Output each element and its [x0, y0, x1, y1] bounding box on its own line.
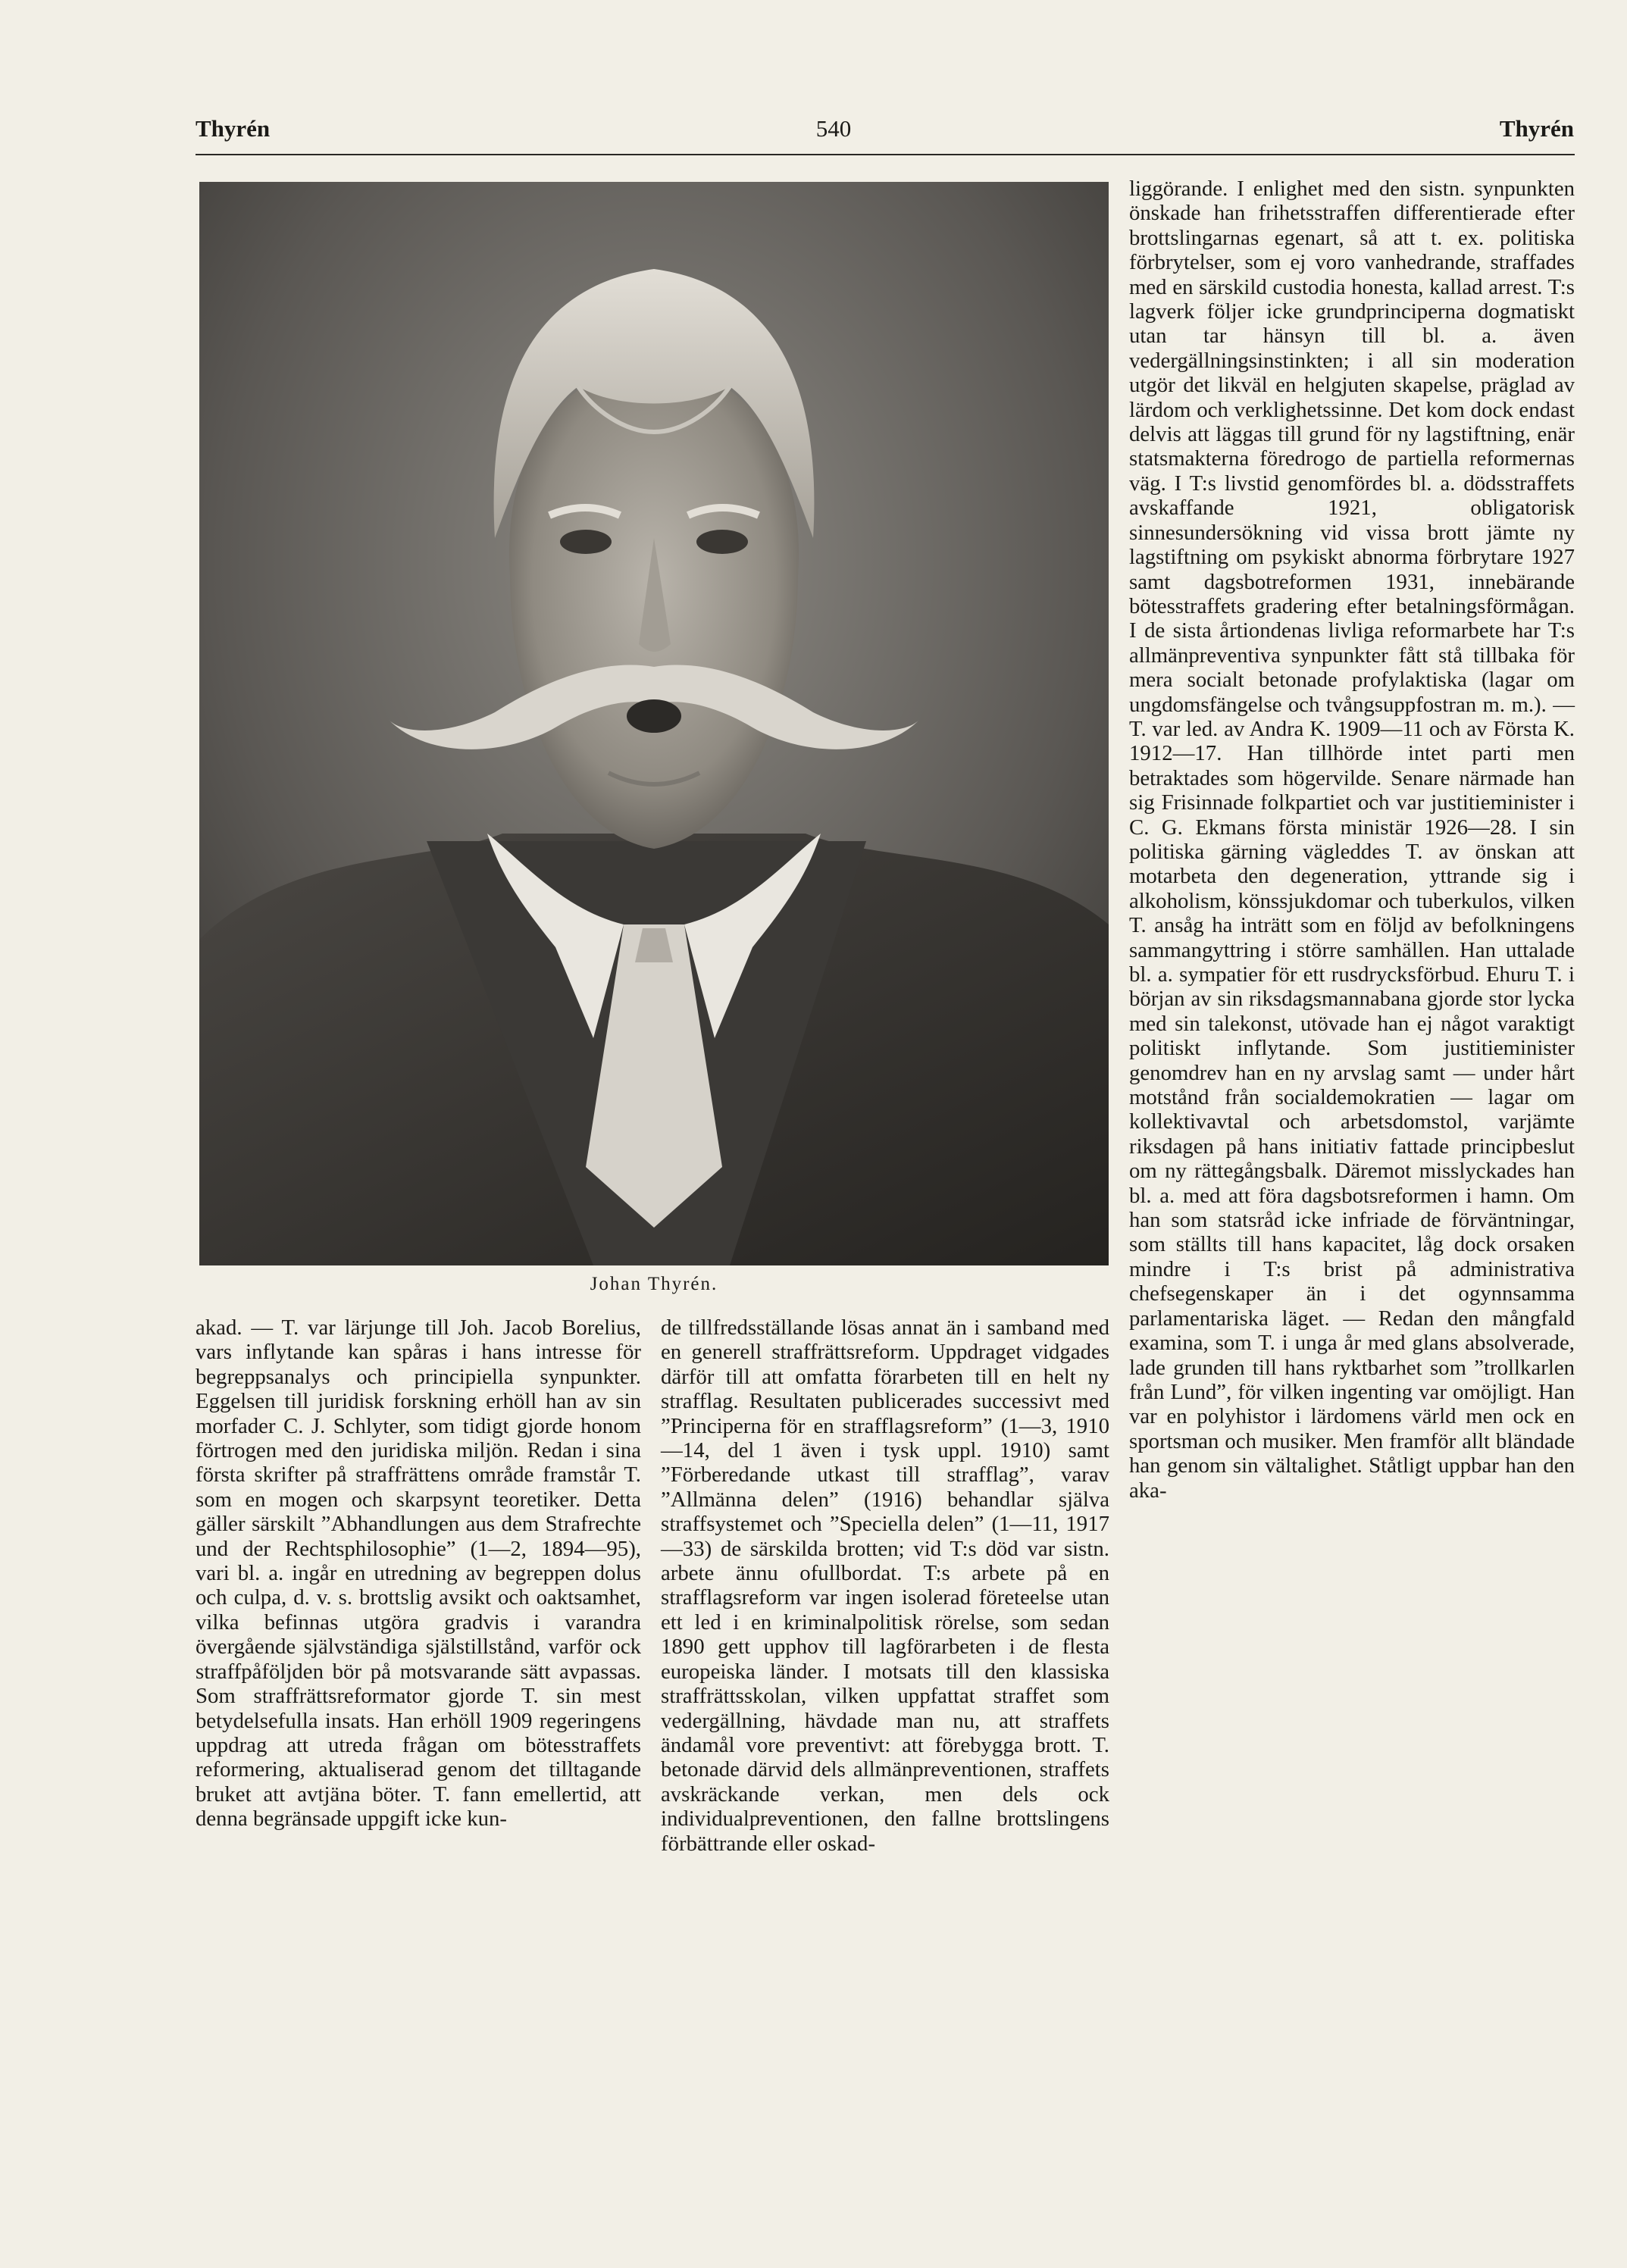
- body-column-left: akad. — T. var lärjunge till Joh. Jacob Borelius, vars inflytande kan spåras i hans intresse för begreppsanalys och principiella synpunkter. Eggelsen till juridisk forskning erhöll han av sin morfader C. J. Schlyter, som tidigt gjorde honom förtrogen med den juridiska miljön. Redan i sina första skrifter på straffrättens område framstår T. som en mogen och skarpsynt teoretiker. Detta gäller särskilt ”Abhandlungen aus dem Strafrechte und der Rechtsphilosophie” (1—2, 1894—95), vari bl. a. ingår en utredning av begreppen dolus och culpa, d. v. s. brottslig avsikt och oaktsamhet, vilka befinnas utgöra gradvis i varandra övergående självständiga själstillstånd, varför ock straffpåföljden bör på motsvarande sätt avpassas. Som straffrättsreformator gjorde T. sin mest betydelsefulla insats. Han erhöll 1909 regeringens uppdrag att utreda frågan om bötesstraffets reformering, aktualiserad genom det tilltagande bruket att avtjäna böter. T. fann emellertid, att denna begränsade uppgift icke kun-: [196, 1315, 641, 1832]
- portrait-caption: Johan Thyrén.: [590, 1274, 718, 1294]
- running-head-right: Thyrén: [1499, 115, 1574, 142]
- header-rule: [196, 154, 1575, 155]
- page-number: 540: [815, 115, 852, 142]
- body-column-right: liggörande. I enlighet med den sistn. synpunkten önskade han frihetsstraffen differentierade efter brottslingarnas egenart, så att t. ex. politiska förbrytelser, som ej voro vanhedrande, straffades med en särskild custodia honesta, kallad arrest. T:s lagverk följer icke grundprinciperna dogmatiskt utan tar hänsyn till bl. a. även vedergällningsinstinkten; i all sin moderation utgör det likväl en helgjuten skapelse, präglad av lärdom och verklighetssinne. Det kom dock endast delvis att läggas till grund för ny lagstiftning, enär statsmakterna föredrogo de partiella reformernas väg. I T:s livstid genomfördes bl. a. dödsstraffets avskaffande 1921, obligatorisk sinnesundersökning vid vissa brott jämte ny lagstiftning om psykiskt abnorma förbrytare 1927 samt dagsbotreformen 1931, innebärande bötesstraffets gradering efter betalningsförmågan. I de sista årtiondenas livliga reformarbete har T:s allmänpreventiva synpunkter fått stå tillbaka för mera socialt betonade profylaktiska (lagar om ungdomsfängelse och tvångsuppfostran m. m.). — T. var led. av Andra K. 1909—11 och av Första K. 1912—17. Han tillhörde intet parti men betraktades som högervilde. Senare närmade han sig Frisinnade folkpartiet och var justitieminister i C. G. Ekmans första ministär 1926—28. I sin politiska gärning vägleddes T. av önskan att motarbeta den degeneration, yttrande sig i alkoholism, könssjukdomar och tuberkulos, vilken T. ansåg ha inträtt som en följd av befolkningens sammangyttring i större samhällen. Han uttalade bl. a. sympatier för ett rusdrycksförbud. Ehuru T. i början av sin riksdagsmannabana gjorde stor lycka med sin talekonst, utövade han ej något varaktigt politiskt inflytande. Som justitieminister genomdrev han en ny arvslag samt — under hårt motstånd från socialdemokratien — lagar om kollektivavtal och arbetsdomstol, varjämte riksdagen på hans initiativ fattade principbeslut om ny rättegångsbalk. Däremot misslyckades han bl. a. med att föra dagsbotsreformen i hamn. Om han som statsråd icke infriade de förväntningar, som ställts till hans kapacitet, låg dock orsaken mindre i T:s brist på administrativa chefsegenskaper än i det ogynnsamma parlamentariska läget. — Redan den mångfald examina, som T. i unga år med glans absolverade, lade grunden till hans ryktbarhet som ”trollkarlen från Lund”, för vilken ingenting var omöjligt. Han var en polyhistor i lärdomens värld men ock en sportsman och musiker. Men framför allt bländade han genom sin vältalighet. Ståtligt uppbar han den aka-: [1129, 177, 1575, 1503]
- running-head-left: Thyrén: [196, 115, 271, 142]
- body-column-middle: de tillfredsställande lösas annat än i samband med en generell straffrättsreform. Uppdraget vidgades därför till att omfatta förarbeten till en helt ny strafflag. Resultaten publicerades successivt med ”Principerna för en strafflagsreform” (1—3, 1910—14, del 1 även i tysk uppl. 1910) samt ”Förberedande utkast till strafflag”, varav ”Allmänna delen” (1916) behandlar själva straffsystemet och ”Speciella delen” (1—11, 1917—33) de särskilda brotten; vid T:s död var sistn. arbete ännu ofullbordat. T:s arbete på en strafflagsreform var ingen isolerad företeelse utan ett led i en kriminalpolitisk rörelse, som sedan 1890 gett upphov till lagförarbeten i de flesta europeiska länder. I motsats till den klassiska straffrättsskolan, vilken uppfattat straffet som vedergällning, hävdade man nu, att straffets ändamål vore preventivt: att förebygga brott. T. betonade därvid dels allmänpreventionen, straffets avskräckande verkan, men dels ock individualpreventionen, den fallne brottslingens förbättrande eller oskad-: [661, 1315, 1109, 1856]
- portrait-photo: [199, 182, 1109, 1265]
